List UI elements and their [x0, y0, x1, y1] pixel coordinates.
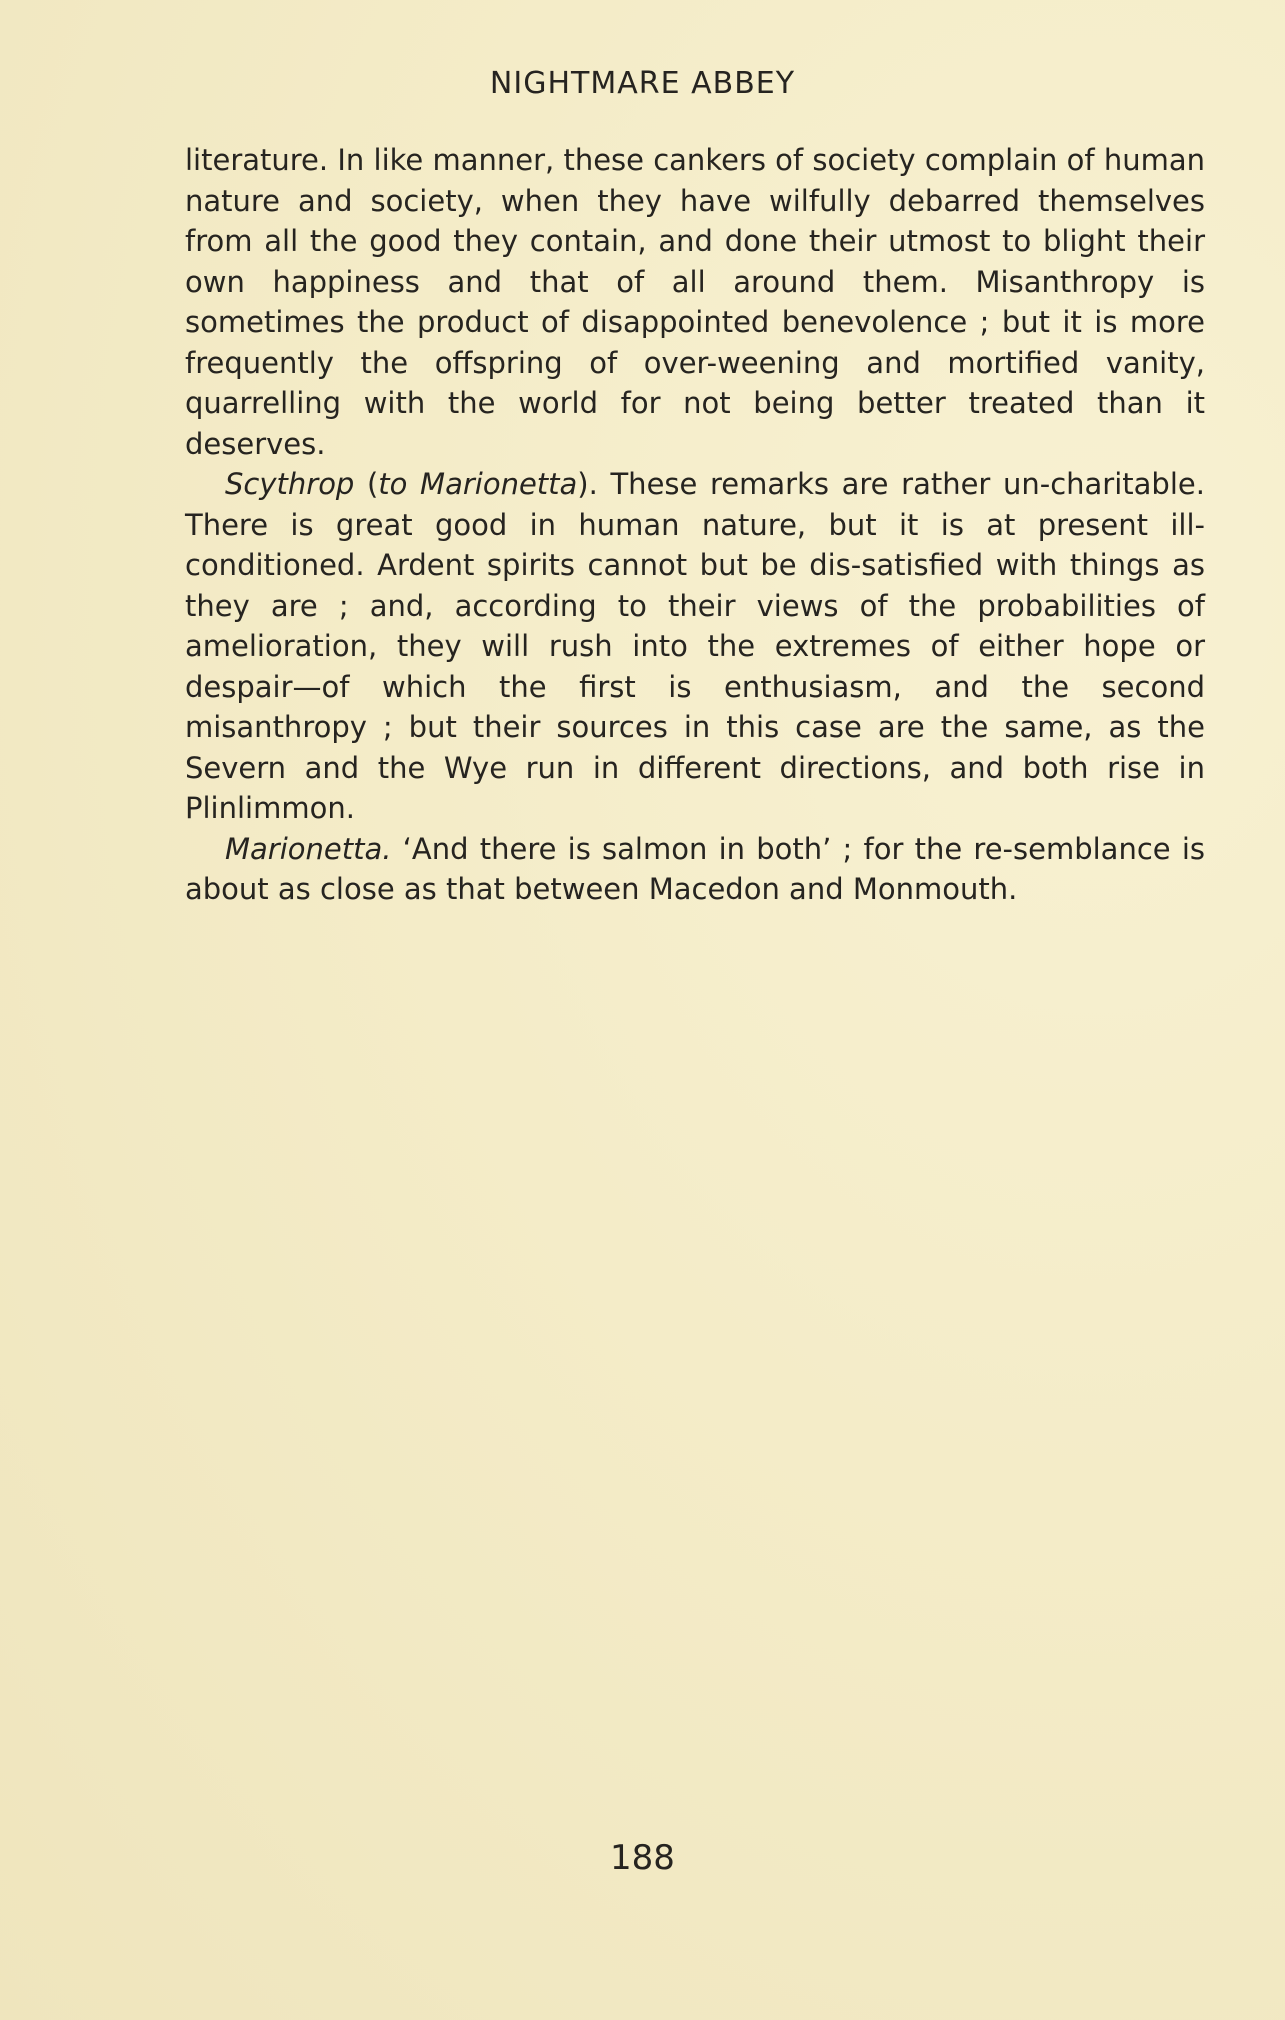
stage-open-paren: ( — [354, 467, 379, 501]
paragraph-1: literature. In like manner, these cankers of society complain of human nature and society, when they have wilfully debarred themselves from all the good they contain, and done their utmost to blight their own happiness and that of all around them. Misanthropy is sometimes the product of disappointed benevolence ; but it is more frequently the offspring of over-weening and mortified vanity, quarrelling with the world for not being better treated than it deserves. — [185, 143, 1205, 461]
speaker-scythrop: Scythrop — [225, 467, 355, 501]
running-head: NIGHTMARE ABBEY — [489, 66, 796, 101]
speaker-marionetta: Marionetta. — [225, 831, 392, 866]
page-number: 188 — [610, 1838, 675, 1878]
paragraph-2-text: These remarks are rather un-charitable. There is great good in human nature, but it is at present ill-conditioned. Ardent spirits cannot but be dis-satisfied with things as they are ; and, according to their views of the probabilities of amelioration, they will rush into the extremes of either hope or despair—of which the first is enthusiasm, and the second misanthropy ; but their sources in this case are the same, as the Severn and the Wye run in different directions, and both rise in Plinlimmon. — [185, 467, 1205, 825]
stage-close-paren: ). — [577, 467, 611, 501]
paragraph-3-text: ‘And there is salmon in both’ ; for the re-semblance is about as close as that between Macedon and Monmouth. — [185, 831, 1205, 906]
paragraph-3 — [185, 829, 1205, 910]
stage-direction: to Marionetta — [378, 467, 578, 501]
body-text — [185, 140, 1205, 910]
paragraph-2 — [185, 464, 1205, 829]
